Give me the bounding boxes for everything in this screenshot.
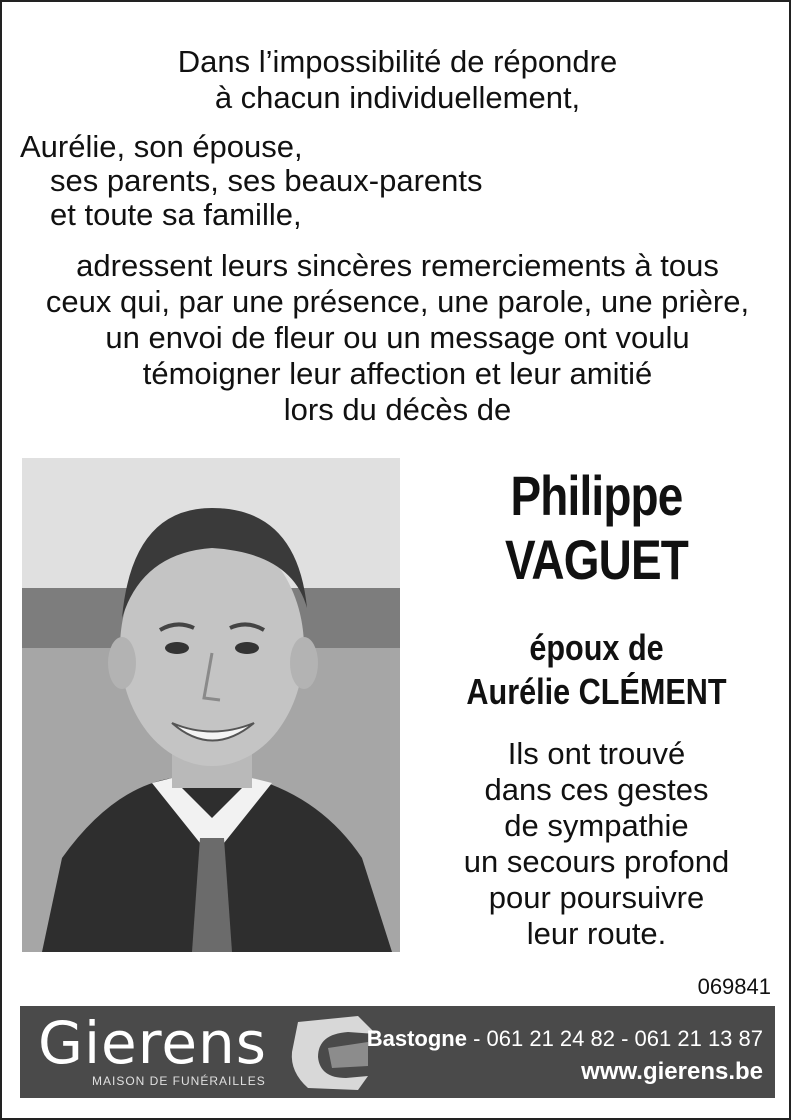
deceased-name: [435, 464, 757, 592]
family-line: Aurélie, son épouse,: [20, 129, 303, 164]
consolation-message: [400, 736, 791, 952]
portrait-photo: [22, 458, 400, 952]
website-link[interactable]: www.gierens.be: [581, 1058, 763, 1085]
spouse-line: Aurélie CLÉMENT: [466, 671, 727, 712]
family-list: [20, 130, 483, 232]
thanks-line: adressent leurs sincères remerciements à tous: [76, 248, 719, 283]
brand-subtitle: MAISON DE FUNÉRAILLES: [92, 1074, 266, 1088]
message-line: de sympathie: [504, 808, 689, 843]
intro-line: à chacun individuellement,: [214, 80, 581, 115]
brand-logo-text: Gierens: [38, 1009, 267, 1077]
thanks-line: témoigner leur affection et leur amitié: [142, 356, 653, 391]
message-line: Ils ont trouvé: [507, 736, 686, 771]
last-name: VAGUET: [504, 528, 689, 591]
contact-line: [367, 1026, 763, 1052]
thanks-line: un envoi de fleur ou un message ont voulu: [105, 320, 690, 355]
spouse-block: [429, 626, 763, 714]
reference-number: 069841: [697, 974, 771, 999]
thanks-text: [2, 248, 791, 428]
funeral-home-footer: [20, 1006, 775, 1098]
message-line: pour poursuivre: [488, 880, 705, 915]
family-line: ses parents, ses beaux-parents: [50, 163, 483, 198]
intro-line: Dans l’impossibilité de répondre: [177, 44, 618, 79]
brand-mark-icon: [288, 1012, 380, 1092]
portrait-illustration: [22, 458, 400, 952]
thanks-line: lors du décès de: [283, 392, 512, 427]
thanks-line: ceux qui, par une présence, une parole, une prière,: [45, 284, 750, 319]
phone-numbers: - 061 21 24 82 - 061 21 13 87: [466, 1026, 763, 1051]
message-line: dans ces gestes: [484, 772, 709, 807]
city-label: Bastogne: [366, 1026, 467, 1051]
message-line: un secours profond: [463, 844, 730, 879]
first-name: Philippe: [510, 464, 683, 527]
spouse-line: époux de: [529, 627, 664, 668]
intro-text: [2, 44, 791, 116]
message-line: leur route.: [526, 916, 667, 951]
family-line: et toute sa famille,: [50, 197, 302, 232]
